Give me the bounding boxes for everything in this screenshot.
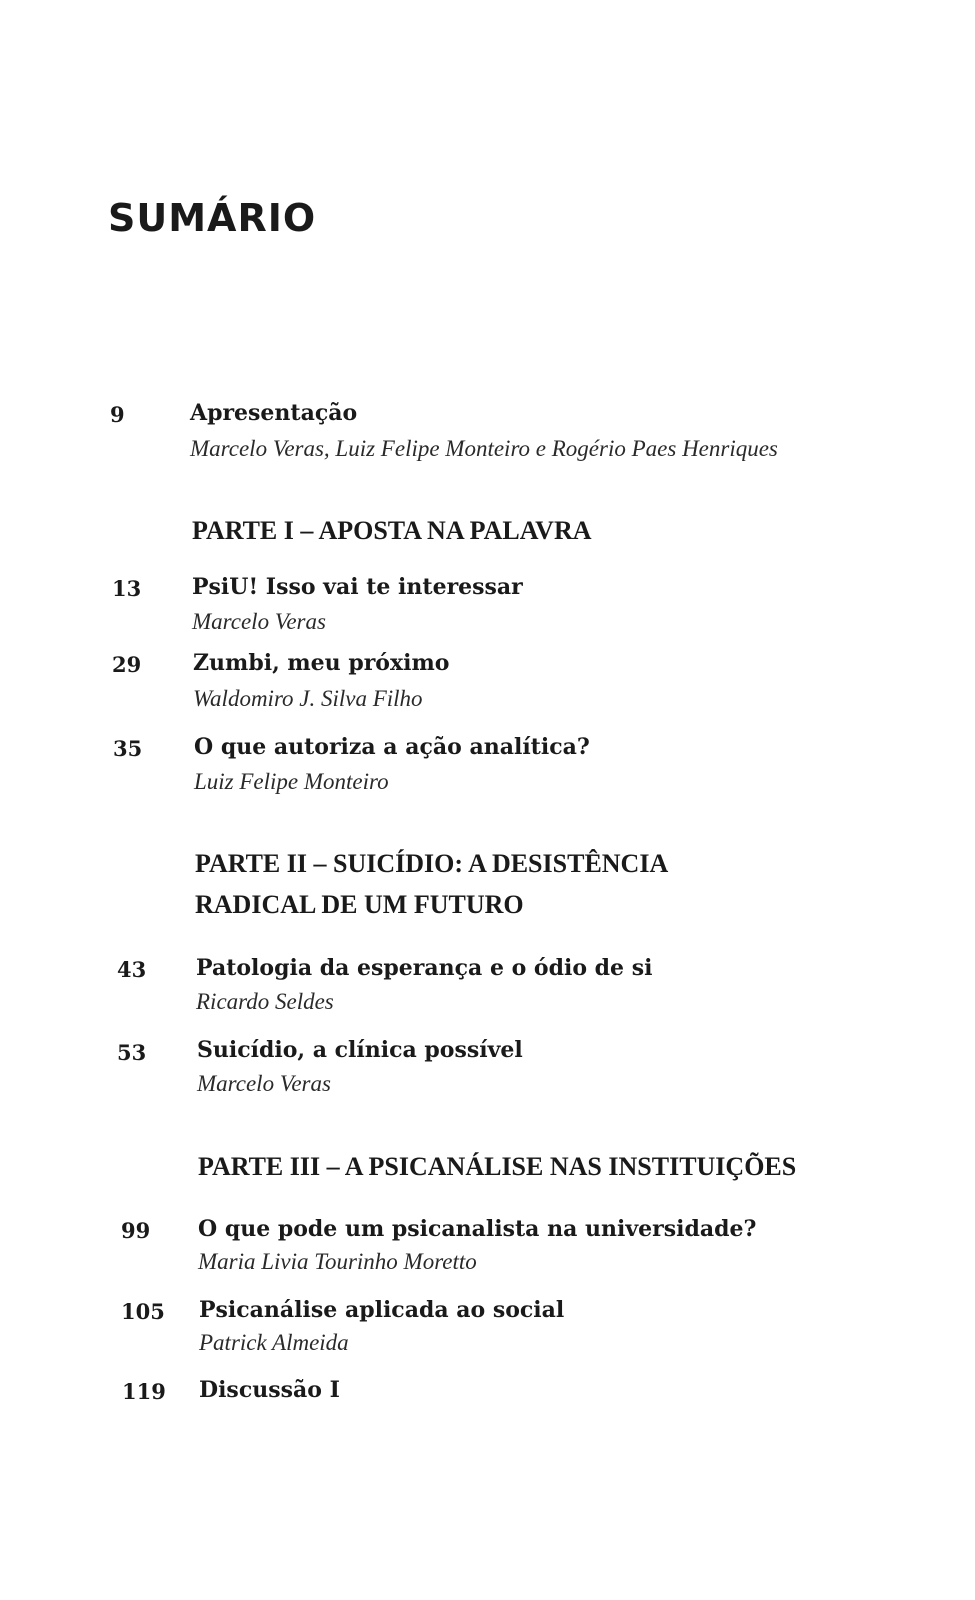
entry-author: Ricardo Seldes (196, 989, 334, 1014)
entry-page-number: 13 (112, 576, 142, 601)
part-heading-line: PARTE II – SUICÍDIO: A DESISTÊNCIA (195, 849, 669, 878)
page-title: SUMÁRIO (108, 196, 317, 240)
entry-author: Patrick Almeida (199, 1330, 349, 1355)
entry-title: Psicanálise aplicada ao social (199, 1297, 565, 1323)
entry-author: Marcelo Veras (192, 609, 326, 634)
entry-title: Zumbi, meu próximo (193, 650, 450, 676)
entry-title: Patologia da esperança e o ódio de si (196, 955, 653, 981)
entry-author: Luiz Felipe Monteiro (194, 769, 389, 794)
entry-author: Waldomiro J. Silva Filho (193, 686, 423, 711)
entry-title: Apresentação (190, 400, 358, 426)
part-heading: PARTE I – APOSTA NA PALAVRA (192, 516, 592, 545)
entry-page-number: 29 (112, 652, 142, 677)
entry-author: Maria Livia Tourinho Moretto (198, 1249, 477, 1274)
entry-title: O que pode um psicanalista na universidade? (198, 1216, 757, 1242)
entry-title: O que autoriza a ação analítica? (194, 734, 590, 760)
entry-author: Marcelo Veras, Luiz Felipe Monteiro e Rogério Paes Henriques (190, 436, 778, 461)
entry-page-number: 43 (117, 957, 147, 982)
entry-title: Discussão I (199, 1377, 340, 1403)
entry-page-number: 53 (117, 1040, 147, 1065)
entry-page-number: 99 (121, 1218, 151, 1243)
entry-page-number: 9 (110, 402, 125, 427)
part-heading (195, 843, 668, 925)
part-heading-line: RADICAL DE UM FUTURO (195, 890, 524, 919)
entry-page-number: 35 (113, 736, 143, 761)
entry-page-number: 119 (122, 1379, 166, 1404)
entry-page-number: 105 (121, 1299, 165, 1324)
entry-title: PsiU! Isso vai te interessar (192, 574, 523, 600)
entry-author: Marcelo Veras (197, 1071, 331, 1096)
part-heading: PARTE III – A PSICANÁLISE NAS INSTITUIÇÕES (198, 1152, 797, 1181)
entry-title: Suicídio, a clínica possível (197, 1037, 523, 1063)
